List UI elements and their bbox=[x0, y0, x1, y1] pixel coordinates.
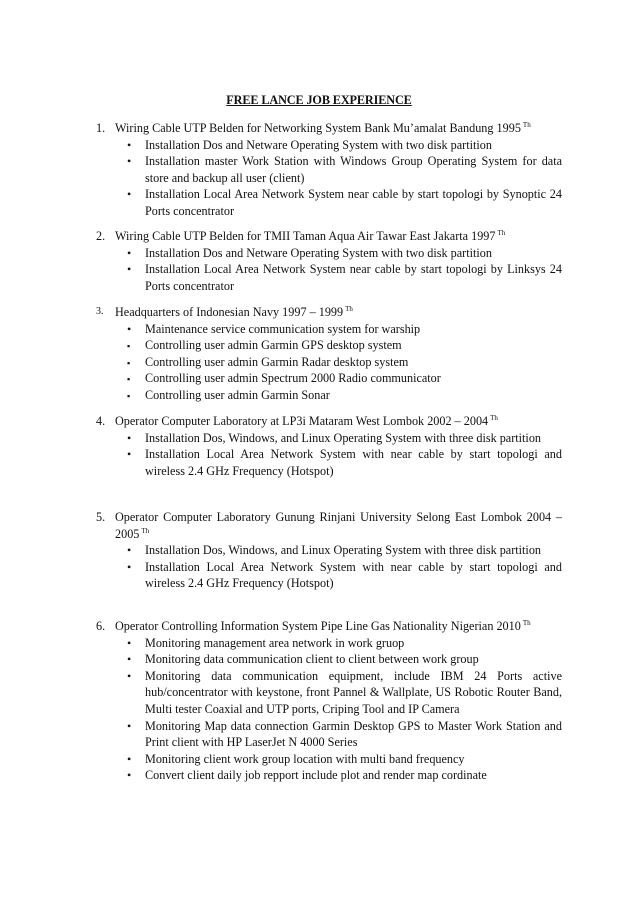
square-bullet-icon: ▪ bbox=[127, 341, 131, 352]
bullet-icon: • bbox=[127, 262, 132, 277]
document-title: FREE LANCE JOB EXPERIENCE bbox=[226, 93, 412, 107]
bullet-icon: • bbox=[127, 447, 132, 462]
list-item-text: Monitoring Map data connection Garmin Desktop GPS to Master Work Station and Print client with HP LaserJet N 4000 Series bbox=[145, 718, 562, 750]
list-item-text: Controlling user admin Garmin GPS desktop system bbox=[145, 338, 402, 353]
list-item-text: Installation Dos and Netware Operating System with two disk partition bbox=[145, 137, 492, 152]
bullet-icon: • bbox=[127, 718, 132, 733]
section-heading bbox=[96, 120, 562, 137]
list-item bbox=[96, 651, 562, 668]
list-item bbox=[96, 137, 562, 154]
list-item bbox=[96, 542, 562, 559]
list-item-text: Monitoring management area network in work gruop bbox=[145, 635, 405, 650]
list-item-text: Installation Local Area Network System near cable by start topologi by Synoptic 24 Ports concentrator bbox=[145, 187, 562, 218]
list-item bbox=[96, 245, 562, 262]
section-5 bbox=[96, 509, 562, 592]
section-number: 4. bbox=[96, 414, 106, 428]
bullet-icon: • bbox=[127, 635, 132, 650]
list-item bbox=[96, 370, 562, 387]
list-item bbox=[96, 321, 562, 338]
square-bullet-icon: ▪ bbox=[127, 357, 131, 368]
section-heading bbox=[96, 509, 562, 542]
list-item-text: Monitoring data communication equipment, include IBM 24 Ports active hub/concentrator with keystone, front Pannel & Wallplate, US Robotic Router Band, Multi tester Coaxial and UTP ports, Criping Tool and IP Camera bbox=[145, 668, 562, 716]
list-item bbox=[96, 261, 562, 294]
list-item bbox=[96, 387, 562, 404]
square-bullet-icon: ▪ bbox=[127, 374, 131, 385]
list-item-text: Controlling user admin Spectrum 2000 Radio communicator bbox=[145, 371, 441, 386]
section-number: 3. bbox=[96, 306, 104, 317]
section-3 bbox=[96, 304, 562, 404]
list-item-text: Installation Dos, Windows, and Linux Operating System with three disk partition bbox=[145, 543, 542, 558]
bullet-icon: • bbox=[127, 652, 132, 667]
section-year-suffix: Th bbox=[497, 229, 506, 237]
list-item bbox=[96, 668, 562, 718]
list-item bbox=[96, 635, 562, 652]
list-item-text: Convert client daily job repport include plot and render map cordinate bbox=[145, 768, 487, 783]
bullet-icon: • bbox=[127, 245, 132, 260]
section-heading bbox=[96, 413, 562, 430]
bullet-icon: • bbox=[127, 543, 132, 558]
section-year-suffix: Th bbox=[345, 305, 353, 313]
list-item-text: Installation Dos and Netware Operating System with two disk partition bbox=[145, 245, 492, 260]
section-number: 1. bbox=[96, 121, 106, 135]
section-number: 6. bbox=[96, 619, 106, 633]
bullet-icon: • bbox=[127, 559, 132, 574]
list-item-text: Installation master Work Station with Windows Group Operating System for data store and backup all user (client) bbox=[145, 154, 562, 185]
section-year-suffix: Th bbox=[141, 526, 150, 535]
bullet-icon: • bbox=[127, 137, 132, 152]
list-item-text: Installation Local Area Network System near cable by start topologi by Linksys 24 Ports concentrator bbox=[145, 262, 562, 293]
list-item bbox=[96, 430, 562, 447]
section-6 bbox=[96, 618, 562, 784]
list-item bbox=[96, 751, 562, 768]
bullet-icon: • bbox=[127, 430, 132, 445]
section-heading-text: Operator Computer Laboratory at LP3i Mataram West Lombok 2002 – 2004 bbox=[115, 414, 489, 428]
bullet-icon: • bbox=[127, 668, 132, 683]
bullet-icon: • bbox=[127, 187, 132, 202]
section-heading-text: Wiring Cable UTP Belden for TMII Taman Aqua Air Tawar East Jakarta 1997 bbox=[115, 229, 496, 243]
section-heading-text: Operator Controlling Information System Pipe Line Gas Nationality Nigerian 2010 bbox=[115, 619, 521, 633]
section-year-suffix: Th bbox=[490, 414, 498, 422]
list-item-text: Installation Local Area Network System with near cable by start topologi and wireless 2.4 GHz Frequency (Hotspot) bbox=[145, 447, 562, 478]
list-item bbox=[96, 559, 562, 592]
section-heading-text: Headquarters of Indonesian Navy 1997 – 1999 bbox=[115, 305, 344, 319]
list-item-text: Monitoring client work group location with multi band frequency bbox=[145, 751, 465, 766]
section-heading-text: Wiring Cable UTP Belden for Networking System Bank Mu’amalat Bandung 1995 bbox=[115, 121, 521, 135]
section-heading bbox=[96, 304, 562, 321]
list-item-text: Installation Dos, Windows, and Linux Operating System with three disk partition bbox=[145, 430, 542, 445]
section-year-suffix: Th bbox=[522, 619, 531, 627]
list-item bbox=[96, 153, 562, 186]
section-4 bbox=[96, 413, 562, 479]
bullet-icon: • bbox=[127, 768, 132, 783]
section-heading bbox=[96, 618, 562, 635]
list-item bbox=[96, 767, 562, 784]
bullet-icon: • bbox=[127, 751, 132, 766]
bullet-icon: • bbox=[127, 321, 132, 336]
section-number: 5. bbox=[96, 510, 106, 524]
list-item-text: Maintenance service communication system for warship bbox=[145, 321, 421, 336]
section-heading-text: Operator Computer Laboratory Gunung Rinjani University Selong East Lombok 2004 – 2005 bbox=[115, 510, 562, 541]
list-item-text: Controlling user admin Garmin Sonar bbox=[145, 387, 330, 402]
section-heading bbox=[96, 228, 562, 245]
list-item bbox=[96, 354, 562, 371]
bullet-icon: • bbox=[127, 154, 132, 169]
list-item bbox=[96, 186, 562, 219]
section-2 bbox=[96, 228, 562, 294]
square-bullet-icon: ▪ bbox=[127, 390, 131, 401]
list-item-text: Installation Local Area Network System with near cable by start topologi and wireless 2.4 GHz Frequency (Hotspot) bbox=[145, 559, 562, 591]
list-item-text: Controlling user admin Garmin Radar desktop system bbox=[145, 354, 409, 369]
list-item bbox=[96, 446, 562, 479]
section-number: 2. bbox=[96, 229, 106, 243]
list-item bbox=[96, 718, 562, 751]
section-1 bbox=[96, 120, 562, 220]
list-item-text: Monitoring data communication client to client between work group bbox=[145, 652, 479, 667]
list-item bbox=[96, 337, 562, 354]
section-year-suffix: Th bbox=[522, 121, 531, 129]
